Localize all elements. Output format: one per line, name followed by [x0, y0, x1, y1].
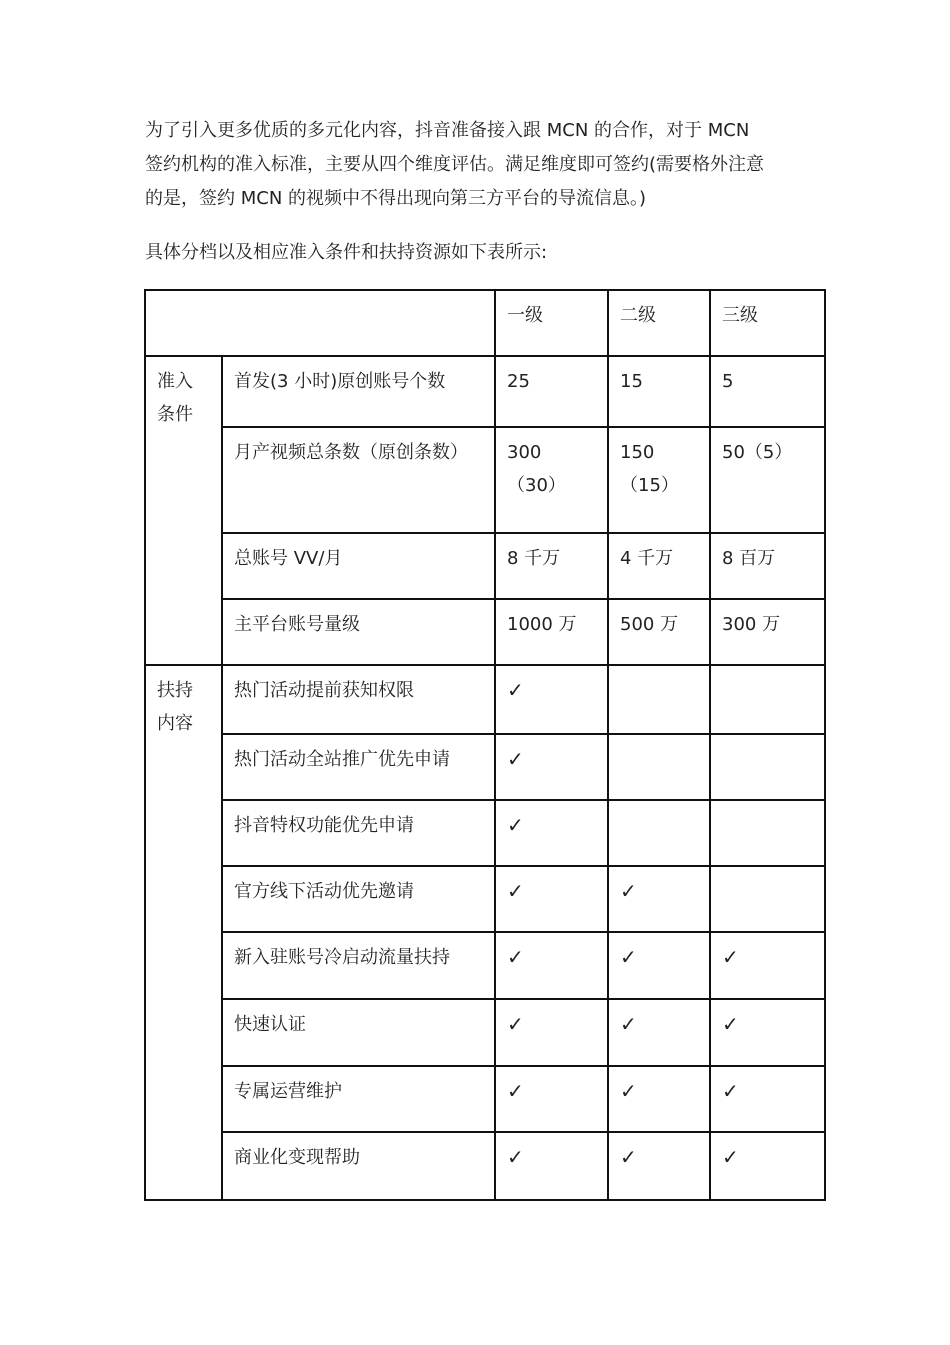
header-level-2: 二级: [608, 290, 710, 356]
value-cell: 4 千万: [608, 533, 710, 599]
row-label: 总账号 VV/月: [222, 533, 495, 599]
check-icon: ✓: [722, 1079, 739, 1103]
empty-check-slot: [722, 801, 824, 809]
header-corner-cell: [145, 290, 495, 356]
check-cell: [608, 932, 710, 999]
row-label: 快速认证: [222, 999, 495, 1066]
check-cell: [495, 734, 608, 800]
table-row: [145, 665, 825, 734]
check-cell: [710, 800, 825, 866]
check-icon: ✓: [620, 945, 637, 969]
check-icon: ✓: [507, 1012, 524, 1036]
check-cell: [608, 866, 710, 932]
empty-check-slot: [722, 666, 824, 674]
check-cell: [495, 932, 608, 999]
check-cell: [495, 999, 608, 1066]
empty-check-slot: [620, 801, 709, 809]
table-row: [145, 533, 825, 599]
table-row: [145, 427, 825, 533]
check-cell: [710, 1066, 825, 1132]
row-label: 商业化变现帮助: [222, 1132, 495, 1200]
check-icon: ✓: [620, 1145, 637, 1169]
table-header-row: [145, 290, 825, 356]
check-cell: [495, 866, 608, 932]
table-row: [145, 999, 825, 1066]
check-cell: [710, 932, 825, 999]
intro-line: 为了引入更多优质的多元化内容，抖音准备接入跟 MCN 的合作，对于 MCN: [145, 120, 750, 141]
value-cell: 50（5）: [710, 427, 825, 533]
row-label: 专属运营维护: [222, 1066, 495, 1132]
check-cell: [710, 866, 825, 932]
table-row: [145, 1066, 825, 1132]
value-cell: 15: [608, 356, 710, 427]
check-icon: ✓: [507, 813, 524, 837]
empty-check-slot: [722, 735, 824, 743]
table-caption: 具体分档以及相应准入条件和扶持资源如下表所示:: [145, 242, 548, 263]
value-cell: 8 千万: [495, 533, 608, 599]
value-cell: 150 （15）: [608, 427, 710, 533]
check-icon: ✓: [620, 879, 637, 903]
table-row: [145, 800, 825, 866]
check-cell: [608, 1066, 710, 1132]
check-cell: [495, 1066, 608, 1132]
table-row: [145, 734, 825, 800]
table-row: [145, 1132, 825, 1200]
value-cell: 25: [495, 356, 608, 427]
check-cell: [710, 665, 825, 734]
intro-line: 的是，签约 MCN 的视频中不得出现向第三方平台的导流信息。): [145, 188, 647, 209]
value-cell: 1000 万: [495, 599, 608, 665]
check-icon: ✓: [722, 1145, 739, 1169]
value-cell: 500 万: [608, 599, 710, 665]
check-cell: [608, 800, 710, 866]
row-label: 官方线下活动优先邀请: [222, 866, 495, 932]
check-icon: ✓: [507, 879, 524, 903]
value-cell: 8 百万: [710, 533, 825, 599]
check-cell: [710, 999, 825, 1066]
category-cell-admission: 准入 条件: [145, 356, 222, 665]
check-cell: [710, 734, 825, 800]
table-row: [145, 356, 825, 427]
empty-check-slot: [620, 666, 709, 674]
check-icon: ✓: [507, 1079, 524, 1103]
value-cell: 300 （30）: [495, 427, 608, 533]
intro-paragraph: [145, 114, 825, 216]
table-row: [145, 866, 825, 932]
check-cell: [608, 734, 710, 800]
check-cell: [608, 1132, 710, 1200]
check-icon: ✓: [620, 1012, 637, 1036]
check-cell: [608, 999, 710, 1066]
check-cell: [495, 1132, 608, 1200]
mcn-tier-table: [144, 289, 826, 1201]
empty-check-slot: [722, 867, 824, 875]
value-cell: 300 万: [710, 599, 825, 665]
check-icon: ✓: [507, 747, 524, 771]
table-row: [145, 932, 825, 999]
check-icon: ✓: [722, 945, 739, 969]
row-label: 首发(3 小时)原创账号个数: [222, 356, 495, 427]
check-icon: ✓: [507, 678, 524, 702]
check-icon: ✓: [507, 945, 524, 969]
row-label: 抖音特权功能优先申请: [222, 800, 495, 866]
check-cell: [710, 1132, 825, 1200]
check-icon: ✓: [722, 1012, 739, 1036]
row-label: 热门活动全站推广优先申请: [222, 734, 495, 800]
check-icon: ✓: [507, 1145, 524, 1169]
value-cell: 5: [710, 356, 825, 427]
category-cell-support: 扶持 内容: [145, 665, 222, 1200]
row-label: 主平台账号量级: [222, 599, 495, 665]
empty-check-slot: [620, 735, 709, 743]
table-row: [145, 599, 825, 665]
header-level-1: 一级: [495, 290, 608, 356]
row-label: 热门活动提前获知权限: [222, 665, 495, 734]
check-cell: [608, 665, 710, 734]
header-level-3: 三级: [710, 290, 825, 356]
intro-line: 签约机构的准入标准，主要从四个维度评估。满足维度即可签约(需要格外注意: [145, 154, 765, 175]
check-cell: [495, 800, 608, 866]
check-icon: ✓: [620, 1079, 637, 1103]
row-label: 新入驻账号冷启动流量扶持: [222, 932, 495, 999]
row-label: 月产视频总条数（原创条数）: [222, 427, 495, 533]
check-cell: [495, 665, 608, 734]
